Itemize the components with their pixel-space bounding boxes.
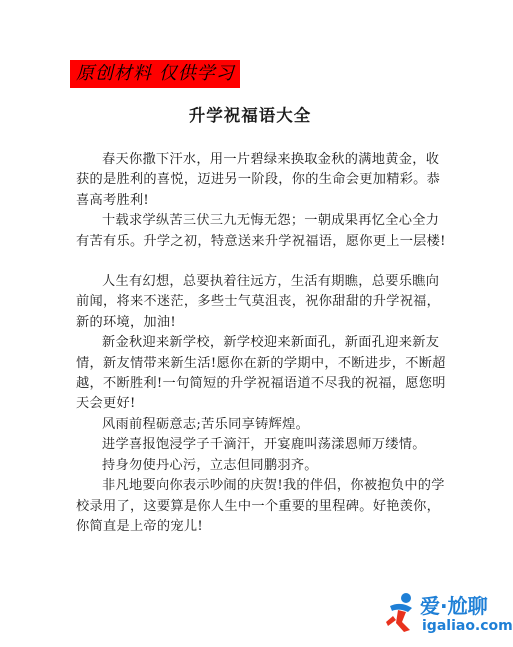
running-figure-icon <box>384 592 418 632</box>
paragraph-6: 进学喜报饱浸学子千滴汗，开宴鹿叫荡漾恩师万缕情。 <box>102 437 426 453</box>
logo-text-cn: 爱·尬聊 <box>420 594 488 618</box>
paragraph-4: 新金秋迎来新学校，新学校迎来新面孔，新面孔迎来新友情，新友情带来新生活!愿你在新的学期中，不断进步，不断超越，不断胜利!一句简短的升学祝福语道不尽我的祝福，愿您明天会更好! <box>76 335 446 412</box>
paragraph-3: 人生有幻想，总要执着往远方，生活有期瞧，总要乐瞧向前闻，将来不迷茫，多些士气莫沮丧，祝你甜甜的升学祝福，新的环境，加油! <box>76 274 441 330</box>
paragraph-8: 非凡地要向你表示吵闹的庆贺!我的伴侣，你被抱负中的学校录用了，这要算是你人生中一个重要的里程碑。好艳羡你，你简直是上帝的宠儿! <box>76 478 445 534</box>
watermark-banner: 原创材料 仅供学习 <box>70 60 240 88</box>
paragraph-7: 持身勿使丹心污，立志但同鹏羽齐。 <box>102 457 318 473</box>
site-logo[interactable] <box>384 586 513 642</box>
logo-text-url: igaliao.com <box>422 618 513 634</box>
document-body <box>76 150 446 537</box>
document-title: 升学祝福语大全 <box>188 106 312 125</box>
paragraph-1: 春天你撒下汗水，用一片碧绿来换取金秋的满地黄金，收获的是胜利的喜悦，迈进另一阶段，你的生命会更加精彩。恭喜高考胜利! <box>76 152 441 208</box>
paragraph-2: 十载求学纵苦三伏三九无悔无怨；一朝成果再忆全心全力有苦有乐。升学之初，特意送来升学祝福语，愿你更上一层楼! <box>76 213 446 249</box>
paragraph-5: 风雨前程砺意志;苦乐同享铸辉煌。 <box>102 416 310 432</box>
